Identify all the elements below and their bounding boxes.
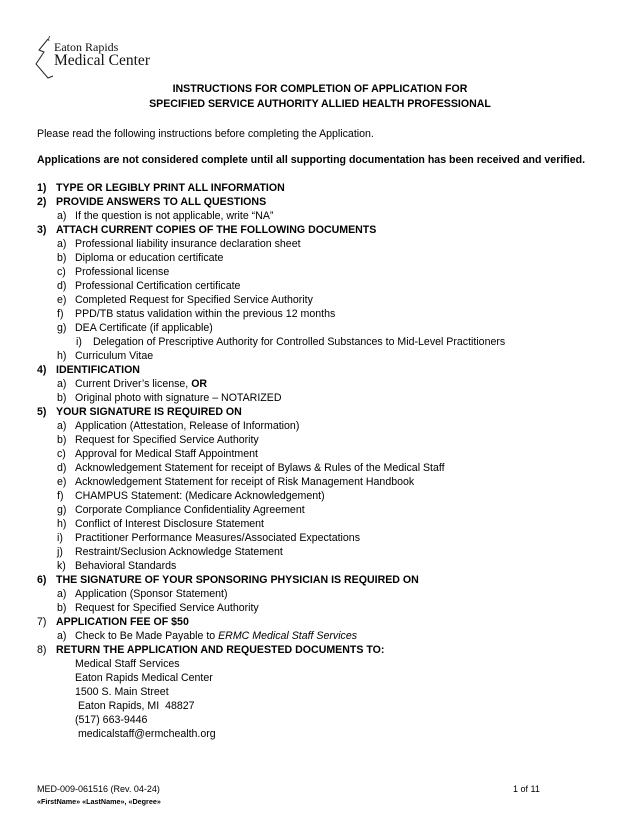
page-title-line1: INSTRUCTIONS FOR COMPLETION OF APPLICATION FOR <box>172 83 468 95</box>
form-code: MED-009-061516 (Rev. 04-24) <box>37 784 160 794</box>
item-marker: a) <box>57 378 67 390</box>
item-text <box>75 629 357 643</box>
item-text: Application (Attestation, Release of Information) <box>75 420 300 432</box>
item-text: Original photo with signature – NOTARIZED <box>75 392 282 404</box>
item-marker: g) <box>57 322 67 334</box>
item-marker: a) <box>57 420 67 432</box>
item-marker: f) <box>57 308 64 320</box>
item-marker: a) <box>57 210 67 222</box>
item-text-main: Check to Be Made Payable to <box>75 630 219 642</box>
section-marker: 2) <box>37 196 47 208</box>
item-marker: a) <box>57 588 67 600</box>
item-text: Practitioner Performance Measures/Associated Expectations <box>75 532 360 544</box>
logo-text-line2: Medical Center <box>54 52 150 69</box>
eaton-rapids-logo <box>34 36 164 80</box>
item-marker: b) <box>57 434 67 446</box>
item-marker: h) <box>57 518 67 530</box>
item-text: PPD/TB status validation within the previous 12 months <box>75 308 336 320</box>
subitem-text: Delegation of Prescriptive Authority for Controlled Substances to Mid-Level Practitioners <box>93 336 506 348</box>
item-marker: i) <box>57 532 63 544</box>
item-text: DEA Certificate (if applicable) <box>75 322 213 334</box>
payee-name: ERMC Medical Staff Services <box>218 630 358 642</box>
item-text: Professional license <box>75 266 170 278</box>
section-label: YOUR SIGNATURE IS REQUIRED ON <box>56 406 242 418</box>
merge-fields: «FirstName» «LastName», «Degree» <box>37 797 161 806</box>
section-marker: 4) <box>37 364 47 376</box>
section-marker: 8) <box>37 644 47 656</box>
item-marker: h) <box>57 350 67 362</box>
subitem-marker: i) <box>76 336 82 348</box>
address-line: Eaton Rapids Medical Center <box>75 672 213 684</box>
section-label: THE SIGNATURE OF YOUR SPONSORING PHYSICIAN IS REQUIRED ON <box>56 574 419 586</box>
item-marker: a) <box>57 630 67 642</box>
item-text: Approval for Medical Staff Appointment <box>75 448 258 460</box>
logo-text-line1: Eaton Rapids <box>54 40 119 54</box>
item-text: Acknowledgement Statement for receipt of Risk Management Handbook <box>75 476 415 488</box>
section-marker: 3) <box>37 224 47 236</box>
section-marker: 7) <box>37 616 47 628</box>
item-marker: f) <box>57 490 64 502</box>
item-text: Behavioral Standards <box>75 560 177 572</box>
address-line: Eaton Rapids, MI 48827 <box>75 700 195 712</box>
section-marker: 1) <box>37 182 47 194</box>
item-text: CHAMPUS Statement: (Medicare Acknowledgement) <box>75 490 325 502</box>
item-text-main: Current Driver’s license, <box>75 378 192 390</box>
section-marker: 6) <box>37 574 47 586</box>
item-text: Completed Request for Specified Service Authority <box>75 294 313 306</box>
item-text: Acknowledgement Statement for receipt of Bylaws & Rules of the Medical Staff <box>75 462 445 474</box>
item-text: Restraint/Seclusion Acknowledge Statement <box>75 546 283 558</box>
item-text: Professional liability insurance declaration sheet <box>75 238 301 250</box>
address-line: 1500 S. Main Street <box>75 686 169 698</box>
section-label: PROVIDE ANSWERS TO ALL QUESTIONS <box>56 196 267 208</box>
item-marker: c) <box>57 266 66 278</box>
item-marker: k) <box>57 560 66 572</box>
item-text: Diploma or education certificate <box>75 252 224 264</box>
section-label: ATTACH CURRENT COPIES OF THE FOLLOWING DOCUMENTS <box>56 224 377 236</box>
page-title-line2: SPECIFIED SERVICE AUTHORITY ALLIED HEALTH PROFESSIONAL <box>149 98 491 110</box>
item-text: Conflict of Interest Disclosure Statement <box>75 518 265 530</box>
item-marker: e) <box>57 476 67 488</box>
address-phone: (517) 663-9446 <box>75 714 148 726</box>
item-marker: d) <box>57 280 67 292</box>
item-text: Request for Specified Service Authority <box>75 434 259 446</box>
item-marker: b) <box>57 252 67 264</box>
section-label: TYPE OR LEGIBLY PRINT ALL INFORMATION <box>56 182 285 194</box>
page-number: 1 of 11 <box>513 784 540 794</box>
item-text: Corporate Compliance Confidentiality Agreement <box>75 504 305 516</box>
item-marker: b) <box>57 602 67 614</box>
item-text: Curriculum Vitae <box>75 350 154 362</box>
item-marker: j) <box>57 546 63 558</box>
item-marker: b) <box>57 392 67 404</box>
address-email: medicalstaff@ermchealth.org <box>75 728 216 740</box>
item-marker: g) <box>57 504 67 516</box>
item-text: Application (Sponsor Statement) <box>75 588 228 600</box>
address-line: Medical Staff Services <box>75 658 180 670</box>
section-label: IDENTIFICATION <box>56 364 140 376</box>
item-text <box>75 377 207 391</box>
item-text-emphasis: OR <box>191 378 208 390</box>
item-marker: c) <box>57 448 66 460</box>
item-text: If the question is not applicable, write “NA” <box>75 210 274 222</box>
intro-text: Please read the following instructions before completing the Application. <box>37 128 374 140</box>
section-marker: 5) <box>37 406 47 418</box>
item-marker: e) <box>57 294 67 306</box>
item-marker: d) <box>57 462 67 474</box>
notice-text: Applications are not considered complete until all supporting documentation has been received and verified. <box>37 154 586 166</box>
item-marker: a) <box>57 238 67 250</box>
item-text: Request for Specified Service Authority <box>75 602 259 614</box>
section-label: APPLICATION FEE OF $50 <box>56 616 189 628</box>
item-text: Professional Certification certificate <box>75 280 241 292</box>
section-label: RETURN THE APPLICATION AND REQUESTED DOCUMENTS TO: <box>56 644 385 656</box>
